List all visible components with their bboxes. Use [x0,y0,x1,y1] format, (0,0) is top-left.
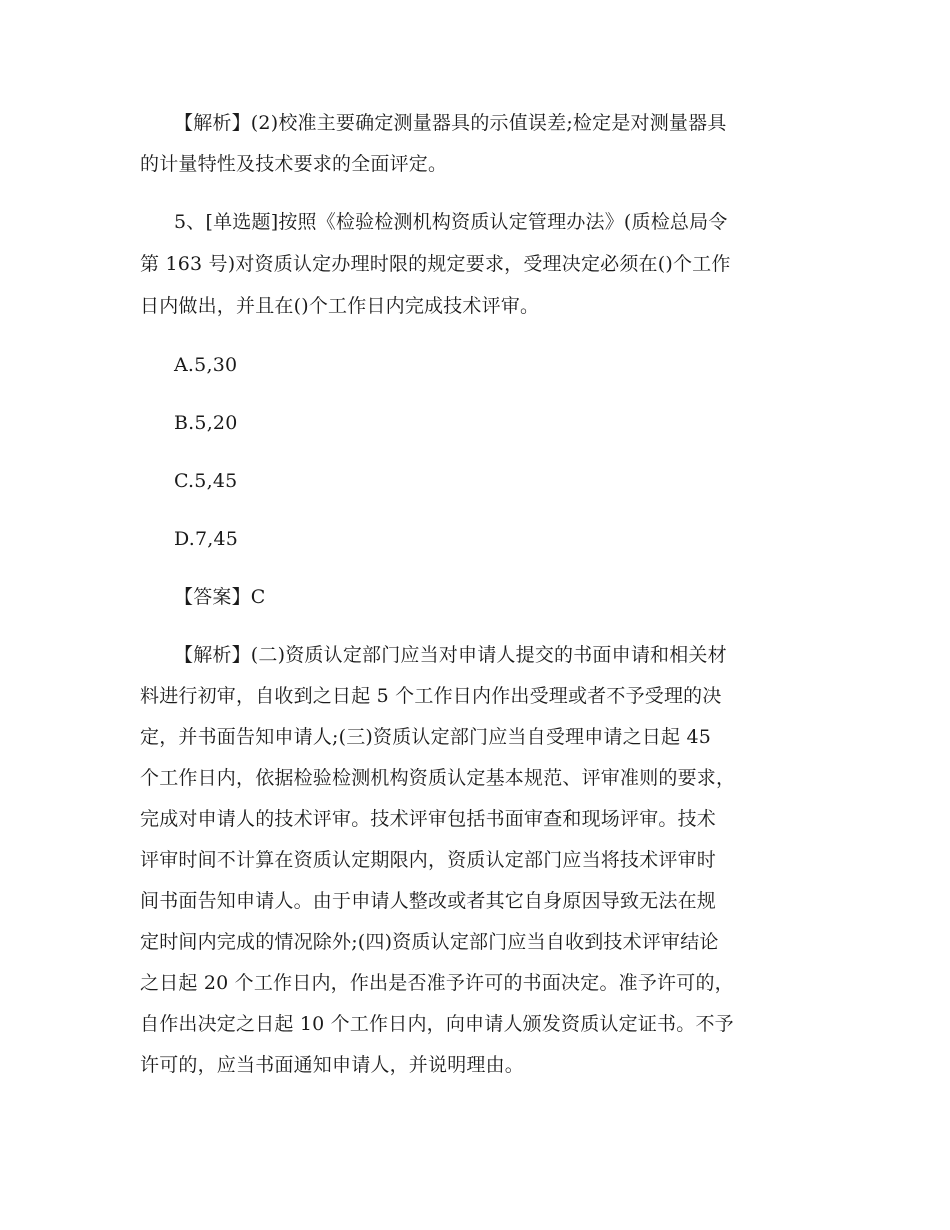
analysis-line: 料进行初审，自收到之日起 5 个工作日内作出受理或者不予受理的决 [140,685,722,707]
question-line: 5、[单选题]按照《检验检测机构资质认定管理办法》(质检总局令 [174,211,728,233]
answer-line: 【答案】C [174,586,266,608]
analysis-line: 【解析】(二)资质认定部门应当对申请人提交的书面申请和相关材 [174,644,727,666]
analysis-line: 个工作日内，依据检验检测机构资质认定基本规范、评审准则的要求， [140,767,736,789]
option-d: D.7,45 [174,528,239,550]
analysis-line: 间书面告知申请人。由于申请人整改或者其它自身原因导致无法在规 [140,890,717,912]
analysis-line: 的计量特性及技术要求的全面评定。 [140,153,448,175]
option-b: B.5,20 [174,412,238,434]
analysis-line: 完成对申请人的技术评审。技术评审包括书面审查和现场评审。技术 [140,808,717,830]
analysis-line: 定时间内完成的情况除外;(四)资质认定部门应当自收到技术评审结论 [140,931,719,953]
option-a: A.5,30 [174,354,238,376]
analysis-line: 许可的，应当书面通知申请人，并说明理由。 [140,1054,525,1076]
analysis-line: 定，并书面告知申请人;(三)资质认定部门应当自受理申请之日起 45 [140,726,712,748]
analysis-line: 【解析】(2)校准主要确定测量器具的示值误差;检定是对测量器具 [174,112,727,134]
option-c: C.5,45 [174,470,238,492]
analysis-line: 评审时间不计算在资质认定期限内，资质认定部门应当将技术评审时 [140,849,717,871]
question-line: 第 163 号)对资质认定办理时限的规定要求，受理决定必须在()个工作 [140,253,731,275]
analysis-line: 之日起 20 个工作日内，作出是否准予许可的书面决定。准予许可的， [140,972,734,994]
analysis-line: 自作出决定之日起 10 个工作日内，向申请人颁发资质认定证书。不予 [140,1013,734,1035]
question-line: 日内做出，并且在()个工作日内完成技术评审。 [140,295,540,317]
